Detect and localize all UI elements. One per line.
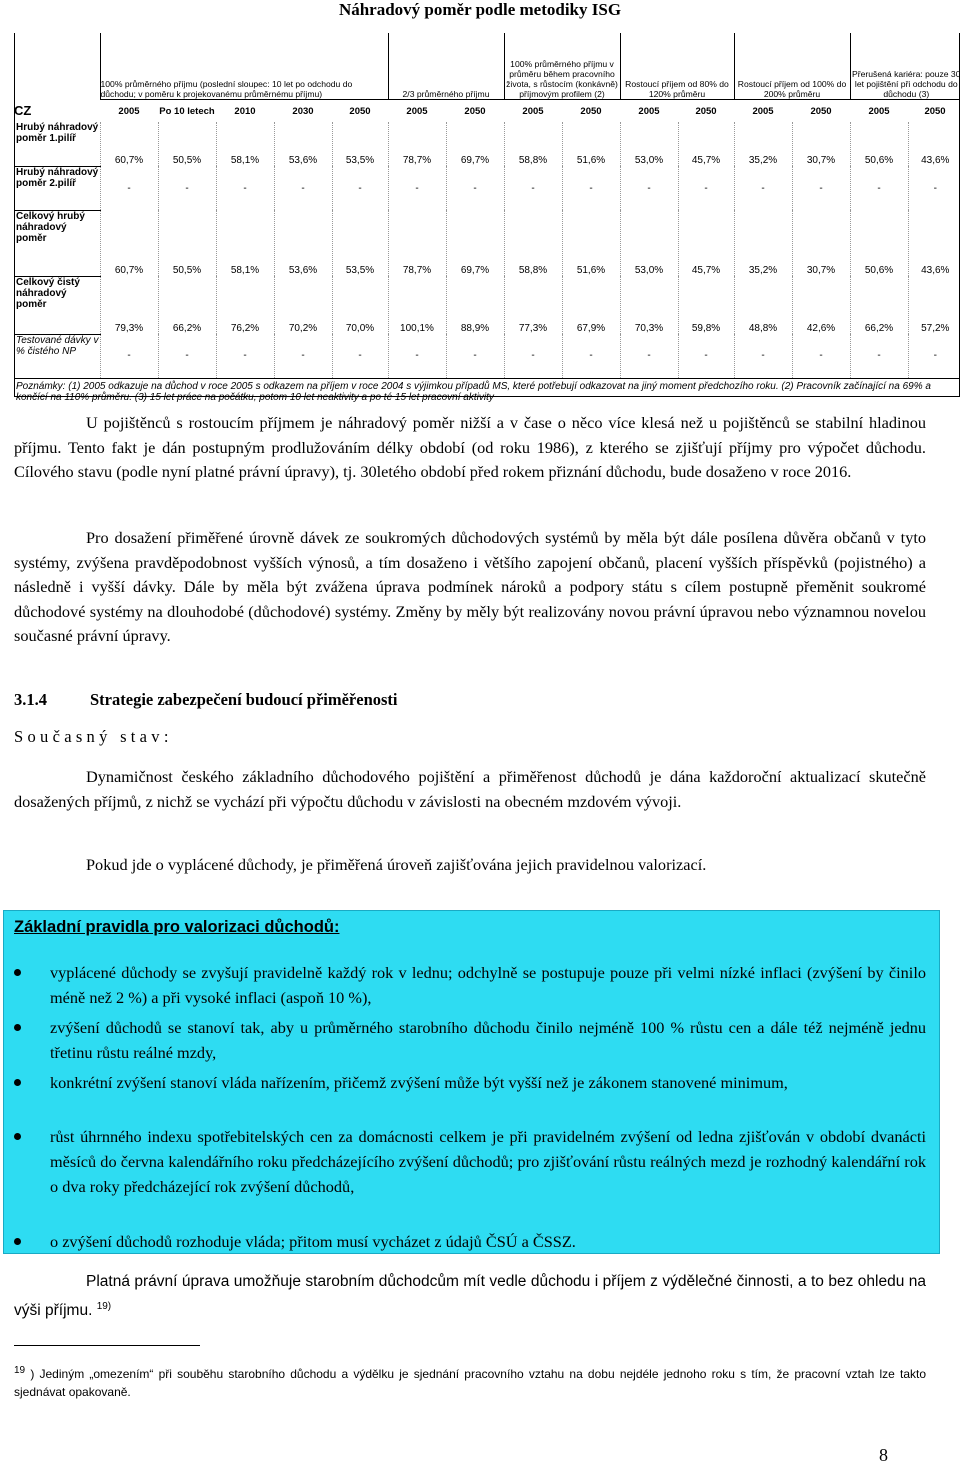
table-cell: - <box>332 334 388 378</box>
table-cell: - <box>274 166 332 210</box>
table-cell: - <box>388 166 446 210</box>
table-cell: 35,2% <box>734 210 792 276</box>
group-header: 2/3 průměrného příjmu <box>388 33 504 100</box>
table-row <box>14 210 960 276</box>
paragraph-2: Pro dosažení přiměřené úrovně dávek ze soukromých důchodových systémů by měla být dále posílena důvěra občanů v tyto systémy, zvýšena pravděpodobnost vyšších výnosů, a tím dosaženo i většího zapojení občanů, placení vyšších příspěvků (pojistného) a následně i vyšší dávky. Dále by měla být zvážena úprava podmínek nároků a podpory státu s cílem postupně přeměnit soukromé důchodové systémy na dlouhodobé (důchodové) systémy. Změny by měly být realizovány novou právní úpravou nebo významnou novelou současné právní úpravy. <box>14 528 926 645</box>
table-cell: 45,7% <box>678 122 734 166</box>
table-cell: - <box>158 166 216 210</box>
table-cell: 69,7% <box>446 210 504 276</box>
bullet-icon <box>14 1133 21 1140</box>
year-header: 2050 <box>580 105 602 117</box>
table-cell: - <box>678 166 734 210</box>
table-cell: - <box>274 334 332 378</box>
table-cell: - <box>562 166 620 210</box>
bullet-item <box>50 960 926 1010</box>
bullet-item <box>50 1070 926 1095</box>
table-cell: 79,3% <box>100 276 158 334</box>
year-header: 2050 <box>924 105 946 117</box>
bullet-text: růst úhrnného indexu spotřebitelských cen za domácnosti celkem je při pravidelném zvýšení od ledna zjišťován v období dvanácti měsíců do června kalendářního roku předcházejícího zvýšení důchodů; pro zjišťování růstu reálných mezd je rozhodný kalendářní rok o dva roky předcházející rok zvýšení důchodů, <box>50 1127 926 1196</box>
row-label: Hrubý náhradový poměr 2.pilíř <box>14 166 100 210</box>
table-cell: - <box>792 334 850 378</box>
table-cell: - <box>908 166 960 210</box>
bullet-icon <box>14 969 21 976</box>
table-cell: 78,7% <box>388 210 446 276</box>
table-cell: 58,8% <box>504 210 562 276</box>
group-header: Rostoucí příjem od 100% do 200% průměru <box>734 33 850 100</box>
table-cell: 77,3% <box>504 276 562 334</box>
table-cell: - <box>562 334 620 378</box>
table-cell: - <box>100 166 158 210</box>
bullet-text: konkrétní zvýšení stanoví vláda nařízením, přičemž zvýšení může být vyšší než je zákonem stanovené minimum, <box>50 1073 788 1092</box>
bullet-item <box>50 1229 926 1254</box>
section-title: Strategie zabezpečení budoucí přiměřenosti <box>90 690 398 709</box>
table-cell: 51,6% <box>562 210 620 276</box>
table-cell: - <box>100 334 158 378</box>
page-title: Náhradový poměr podle metodiky ISG <box>338 0 622 19</box>
table-cell: 30,7% <box>792 122 850 166</box>
bullet-icon <box>14 1024 21 1031</box>
year-header: 2050 <box>464 105 486 117</box>
table-cell: 53,6% <box>274 122 332 166</box>
table-cell: 76,2% <box>216 276 274 334</box>
table-row <box>14 122 960 166</box>
table-cell: 50,6% <box>850 122 908 166</box>
table-cell: 43,6% <box>908 122 960 166</box>
table-cell: 57,2% <box>908 276 960 334</box>
table-cell: 100,1% <box>388 276 446 334</box>
table-notes: Poznámky: (1) 2005 odkazuje na důchod v roce 2005 s odkazem na příjem v roce 2004 s výjimkou případů MS, které potřebují odkazovat na jiný moment předchozího roku. (2) Pracovník začínající na 69% a končící na 110% průměru. (3) 15 let práce na počátku, potom 10 let neaktivity a po té 15 let pracovní aktivity <box>14 378 960 403</box>
table-cell: 60,7% <box>100 210 158 276</box>
table-cell: 70,0% <box>332 276 388 334</box>
table-cell: - <box>792 166 850 210</box>
paragraph-3: Dynamičnost českého základního důchodového pojištění a přiměřenost důchodů je dána každoroční aktualizací skutečně dosažených příjmů, z nichž se vychází při výpočtu důchodu v závislosti na obecném mzdovém vývoji. <box>14 767 926 811</box>
table-cell: 50,5% <box>158 122 216 166</box>
bullet-item <box>50 1124 926 1199</box>
table-cell: 53,0% <box>620 122 678 166</box>
table-cell: - <box>850 166 908 210</box>
year-header: 2005 <box>638 105 660 117</box>
row-label: Testované dávky v % čistého NP <box>14 334 100 378</box>
table-cell: - <box>216 334 274 378</box>
table-cell: 70,3% <box>620 276 678 334</box>
year-header: 2005 <box>406 105 428 117</box>
table-cell: 88,9% <box>446 276 504 334</box>
current-state-label: Současný stav: <box>14 727 173 746</box>
table-cell: 78,7% <box>388 122 446 166</box>
group-header: 100% průměrného příjmu v průměru během pracovního života, s růstocím (konkávně) příjmovým profilem (2) <box>504 33 620 100</box>
table-cell: 58,1% <box>216 122 274 166</box>
year-header: 2005 <box>868 105 890 117</box>
table-cell: 58,1% <box>216 210 274 276</box>
table-cell: 45,7% <box>678 210 734 276</box>
footnote-mark: 19 <box>14 1365 26 1376</box>
table-cell: 67,9% <box>562 276 620 334</box>
footnote-ref: 19) <box>96 1300 112 1312</box>
table-cell: 59,8% <box>678 276 734 334</box>
table-cell: 58,8% <box>504 122 562 166</box>
row-label: Celkový hrubý náhradový poměr <box>14 210 100 276</box>
table-cell: 50,5% <box>158 210 216 276</box>
year-header: 2050 <box>349 105 371 117</box>
year-header: 2050 <box>695 105 717 117</box>
year-header: 2005 <box>522 105 544 117</box>
footnote <box>14 1362 926 1401</box>
footnote-separator <box>14 1345 200 1346</box>
table-cell: - <box>388 334 446 378</box>
table-row <box>14 166 960 210</box>
year-header: 2030 <box>292 105 314 117</box>
table-row <box>14 276 960 334</box>
bullet-icon <box>14 1079 21 1086</box>
table-cell: 42,6% <box>792 276 850 334</box>
bullet-item <box>50 1015 926 1065</box>
table-cell: 53,0% <box>620 210 678 276</box>
table-cell: 66,2% <box>158 276 216 334</box>
group-header: Rostoucí příjem od 80% do 120% průměru <box>620 33 734 100</box>
year-header: 2005 <box>752 105 774 117</box>
table-cell: 60,7% <box>100 122 158 166</box>
table-cell: - <box>158 334 216 378</box>
bullet-text: zvýšení důchodů se stanoví tak, aby u průměrného starobního důchodu činilo nejméně 100 % růstu cen a dále též nejméně jednu třetinu růstu reálné mzdy, <box>50 1018 926 1062</box>
table-cell: 50,6% <box>850 210 908 276</box>
table-cell: 66,2% <box>850 276 908 334</box>
table-cell: 48,8% <box>734 276 792 334</box>
table-cell: - <box>678 334 734 378</box>
year-header: Po 10 letech <box>159 105 215 117</box>
table-cell: - <box>446 166 504 210</box>
table-cell: 70,2% <box>274 276 332 334</box>
section-number: 3.1.4 <box>14 690 47 709</box>
table-cell: - <box>734 166 792 210</box>
table-cell: 51,6% <box>562 122 620 166</box>
page-number: 8 <box>879 1445 888 1465</box>
table-year-row <box>14 100 960 123</box>
footnote-text: ) Jediným „omezením“ při souběhu starobního důchodu a výdělku je sjednání pracovního vztahu na dobu nejdéle jednoho roku s tím, že pracovní vztah lze takto sjednávat opakovaně. <box>14 1367 927 1399</box>
replacement-ratio-table <box>14 33 960 403</box>
bullet-text: vyplácené důchody se zvyšují pravidelně každý rok v lednu; odchylně se postupuje pouze při velmi nízké inflaci (zvýšení by činilo méně než 2 %) a při vysoké inflaci (aspoň 10 %), <box>50 963 926 1007</box>
table-cell: - <box>850 334 908 378</box>
box-title: Základní pravidla pro valorizaci důchodů: <box>14 918 340 936</box>
year-header: 2050 <box>810 105 832 117</box>
paragraph-1: U pojištěnců s rostoucím příjmem je náhradový poměr nižší a v čase o něco více klesá než u pojištěnců se stabilní hladinou příjmu. Tento fakt je dán postupným prodlužováním délky období (od roku 1986), z kterého se zjišťují příjmy pro výpočet důchodu. Cílového stavu (podle nyní platné právní úpravy), tj. 30letého období před rokem přiznání důchodu, bude dosaženo v roce 2016. <box>14 413 926 481</box>
table-cell: 43,6% <box>908 210 960 276</box>
table-row <box>14 334 960 378</box>
bullet-icon <box>14 1238 21 1245</box>
row-label: Celkový čistý náhradový poměr <box>14 276 100 334</box>
paragraph-5 <box>14 1270 926 1323</box>
table-cell: - <box>908 334 960 378</box>
table-cell: 53,6% <box>274 210 332 276</box>
table-group-header-row <box>14 33 960 100</box>
group-header: 100% průměrného příjmu (poslední sloupec: 10 let po odchodu do důchodu; v poměru k projekovanému průměrnému příjmu) <box>100 33 388 100</box>
group-header: Přerušená kariéra: pouze 30 let pojištění při odchodu do důchodu (3) <box>850 33 960 100</box>
table-cell: - <box>332 166 388 210</box>
year-header: 2010 <box>234 105 256 117</box>
year-header: 2005 <box>118 105 140 117</box>
paragraph-4: Pokud jde o vyplácené důchody, je přiměřená úroveň zajišťována jejich pravidelnou valorizací. <box>86 855 707 874</box>
table-cell: 35,2% <box>734 122 792 166</box>
table-cell: - <box>620 166 678 210</box>
table-cell: 53,5% <box>332 122 388 166</box>
country-label: CZ <box>14 103 32 119</box>
table-cell: - <box>504 166 562 210</box>
table-cell: - <box>504 334 562 378</box>
bullet-text: o zvýšení důchodů rozhoduje vláda; přitom musí vycházet z údajů ČSÚ a ČSSZ. <box>50 1232 576 1251</box>
table-cell: 53,5% <box>332 210 388 276</box>
table-cell: - <box>446 334 504 378</box>
row-label: Hrubý náhradový poměr 1.pilíř <box>14 122 100 166</box>
table-cell: 30,7% <box>792 210 850 276</box>
paragraph-5-text: Platná právní úprava umožňuje starobním důchodcům mít vedle důchodu i příjem z výdělečné činnosti, a to bez ohledu na výši příjmu. <box>14 1273 926 1319</box>
section-heading <box>14 690 398 710</box>
table-cell: - <box>734 334 792 378</box>
table-cell: - <box>216 166 274 210</box>
table-cell: 69,7% <box>446 122 504 166</box>
table-cell: - <box>620 334 678 378</box>
